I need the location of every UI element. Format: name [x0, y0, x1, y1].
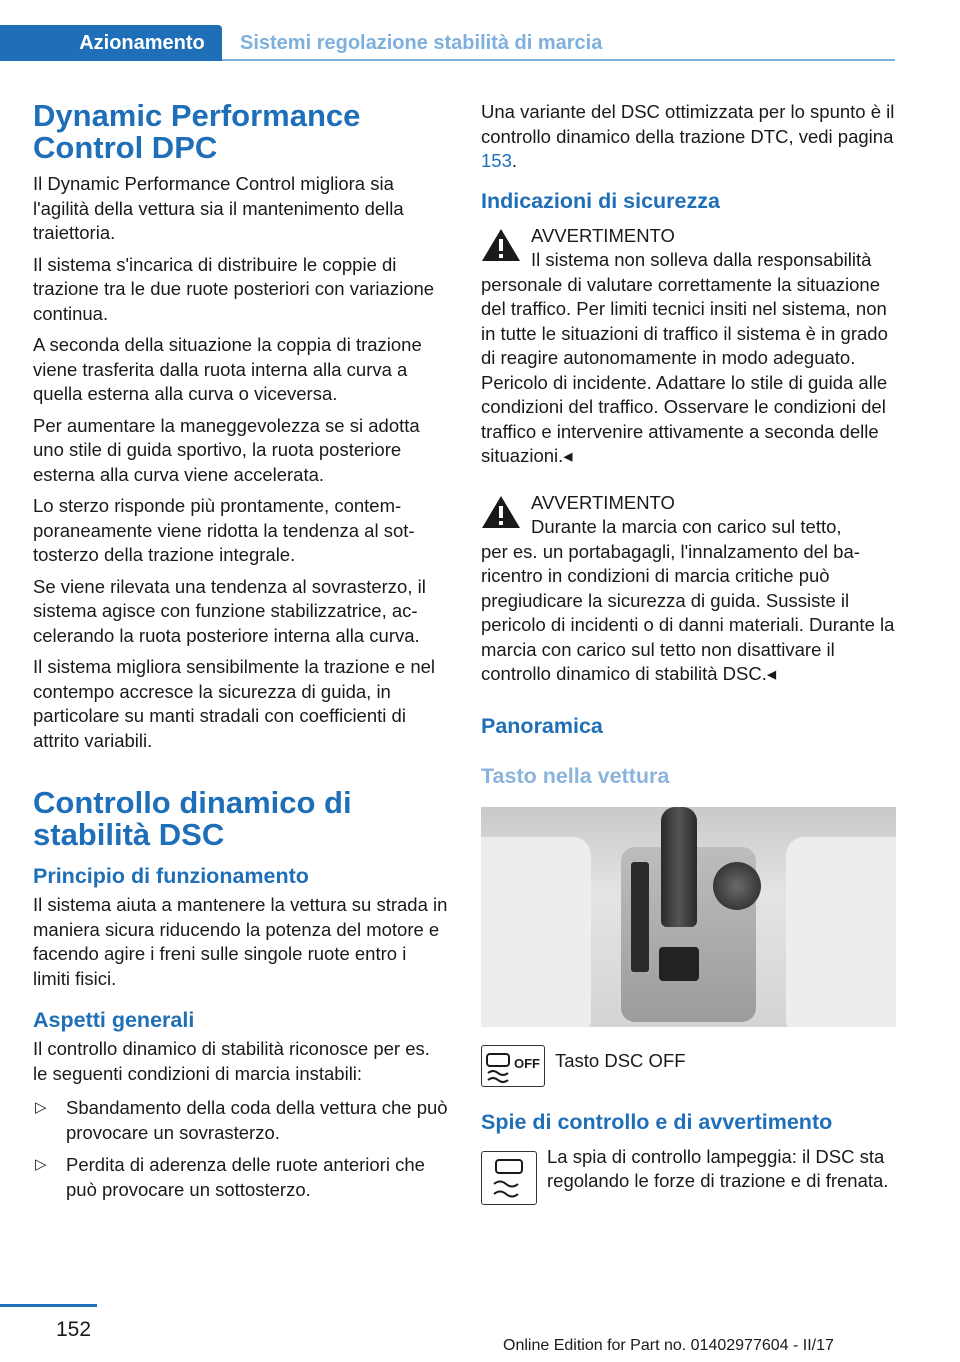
gear-lever: [661, 807, 697, 927]
edition-note: Online Edition for Part no. 01402977604 - II/17: [503, 1337, 834, 1354]
dpc-paragraph: Il sistema s'incarica di distribuire le coppie di trazione tra le due ruote posteriori con variazione continua.: [33, 253, 435, 324]
dpc-heading: Dynamic Performance Control DPC: [33, 98, 361, 165]
safety-heading: Indicazioni di sicurezza: [481, 188, 720, 213]
left-seat: [481, 837, 591, 1027]
dsc-off-row: [481, 1045, 896, 1091]
general-heading: Aspetti generali: [33, 1008, 195, 1032]
header-topic[interactable]: Sistemi regolazione stabilità di marcia: [240, 32, 603, 54]
dsc-off-icon-text: OFF: [514, 1055, 540, 1071]
button-strip: [631, 862, 649, 972]
lights-text: La spia di controllo lampeggia: il DSC sta regolando le forze di trazione e di frenata.: [547, 1145, 889, 1191]
warning-first-line: Durante la marcia con carico sul tetto,: [531, 516, 842, 537]
warning-text: personale di valutare correttamente la situazione del traffico. Per limiti tecnici insiti nel sistema, non in tutte le situazioni di traffico il sistema è in grado di reagire autonomamente in modo adeguato. Pericolo di incidente. Adattare lo stile di guida alle condizioni del traffico. Osservare le condizioni del traffico e intervenire attivamente a seconda delle situazioni.◂: [481, 273, 888, 466]
right-column: [481, 100, 896, 1212]
lights-row: [481, 1145, 896, 1194]
dpc-paragraph: Il Dynamic Performance Control migliora sia l'agilità della vettura sia il mantenimento della traiettoria.: [33, 173, 404, 243]
dtc-intro-text: Una variante del DSC ottimizzata per lo spunto è il controllo dinamico della trazione DTC, vedi pagina: [481, 101, 895, 147]
controller-knob: [713, 862, 761, 910]
warning-text: per es. un portabagagli, l'innalzamento del baricentro in condizioni di marcia critiche può pregiudicare la sicurezza di guida. Sussiste il pericolo di incidenti o di danni materiali. Durante la marcia con carico sul tetto non disattivare il controllo dinamico di stabilità DSC.◂: [481, 540, 895, 684]
page-number: 152: [56, 1318, 92, 1341]
bullet-triangle-icon: ▷: [35, 1099, 47, 1116]
header-left-bar: [0, 25, 62, 61]
page-link[interactable]: 153: [481, 150, 512, 171]
warning-block: [481, 224, 896, 469]
warning-label: AVVERTIMENTO: [531, 224, 675, 246]
list-item-text: Perdita di aderenza delle ruote anteriori che può provocare un sottosterzo.: [66, 1154, 425, 1200]
instability-list: [33, 1096, 448, 1202]
principle-heading: Principio di funzionamento: [33, 864, 309, 888]
warning-block: [481, 491, 896, 687]
dpc-paragraph: Per aumentare la maneggevolezza se si adotta uno stile di guida sportivo, la ruota posteriore esterna alla curva viene accelerata.: [33, 414, 420, 485]
general-text: Il controllo dinamico di stabilità riconosce per es. le seguenti condizioni di marcia instabili:: [33, 1038, 430, 1084]
dsc-off-label: Tasto DSC OFF: [555, 1049, 686, 1071]
dpc-paragraph: A seconda della situazione la coppia di trazione viene trasferita dalla ruota interna alla curva a quella esterna alla curva o viceversa.: [33, 334, 422, 404]
right-seat: [786, 837, 896, 1027]
car-skid-icon: [482, 1152, 536, 1204]
list-item: [33, 1096, 448, 1145]
dpc-paragraph: Se viene rilevata una tendenza al sovrasterzo, il sistema agisce con funzione stabilizzatrice, accelerando la ruota posteriore interna alla curva.: [33, 575, 426, 646]
dtc-intro: [481, 100, 896, 174]
bullet-triangle-icon: ▷: [35, 1156, 47, 1173]
dsc-heading: Controllo dinamico di stabilità DSC: [33, 785, 352, 852]
list-item: [33, 1153, 448, 1202]
button-heading: Tasto nella vettura: [481, 763, 670, 788]
warning-triangle-icon: [481, 228, 521, 262]
warning-first-line: Il sistema non solleva dalla responsabilità: [531, 249, 872, 270]
lights-heading: Spie di controllo e di avvertimento: [481, 1109, 833, 1134]
dsc-indicator-icon: [481, 1151, 537, 1205]
dtc-intro-end: .: [511, 150, 518, 171]
dpc-paragraph: Il sistema migliora sensibilmente la trazione e nel contempo accresce la sicurezza di guida, in particolare su manti stradali con coefficienti di attrito variabili.: [33, 656, 436, 751]
header-underline: [222, 59, 895, 61]
overview-heading: Panoramica: [481, 713, 603, 738]
dsc-off-button-icon: [481, 1045, 545, 1087]
list-item-text: Sbandamento della coda della vettura che può provocare un sovrasterzo.: [66, 1097, 448, 1143]
dpc-paragraph: Lo sterzo risponde più prontamente, contemporaneamente viene ridotta la tendenza al sottosterzo della trazione integrale.: [33, 495, 415, 565]
principle-text: Il sistema aiuta a mantenere la vettura su strada in maniera sicura riducendo la potenza del motore e facendo agire i freni sulle singole ruote entro i limiti fisici.: [33, 894, 448, 989]
warning-triangle-icon: [481, 495, 521, 529]
left-column: [33, 100, 448, 1210]
footer-line: [0, 1304, 97, 1307]
warning-label: AVVERTIMENTO: [531, 491, 675, 513]
parking-brake-button: [659, 947, 699, 981]
center-console-photo: [481, 807, 896, 1027]
header-section-tab[interactable]: Azionamento: [62, 25, 222, 61]
